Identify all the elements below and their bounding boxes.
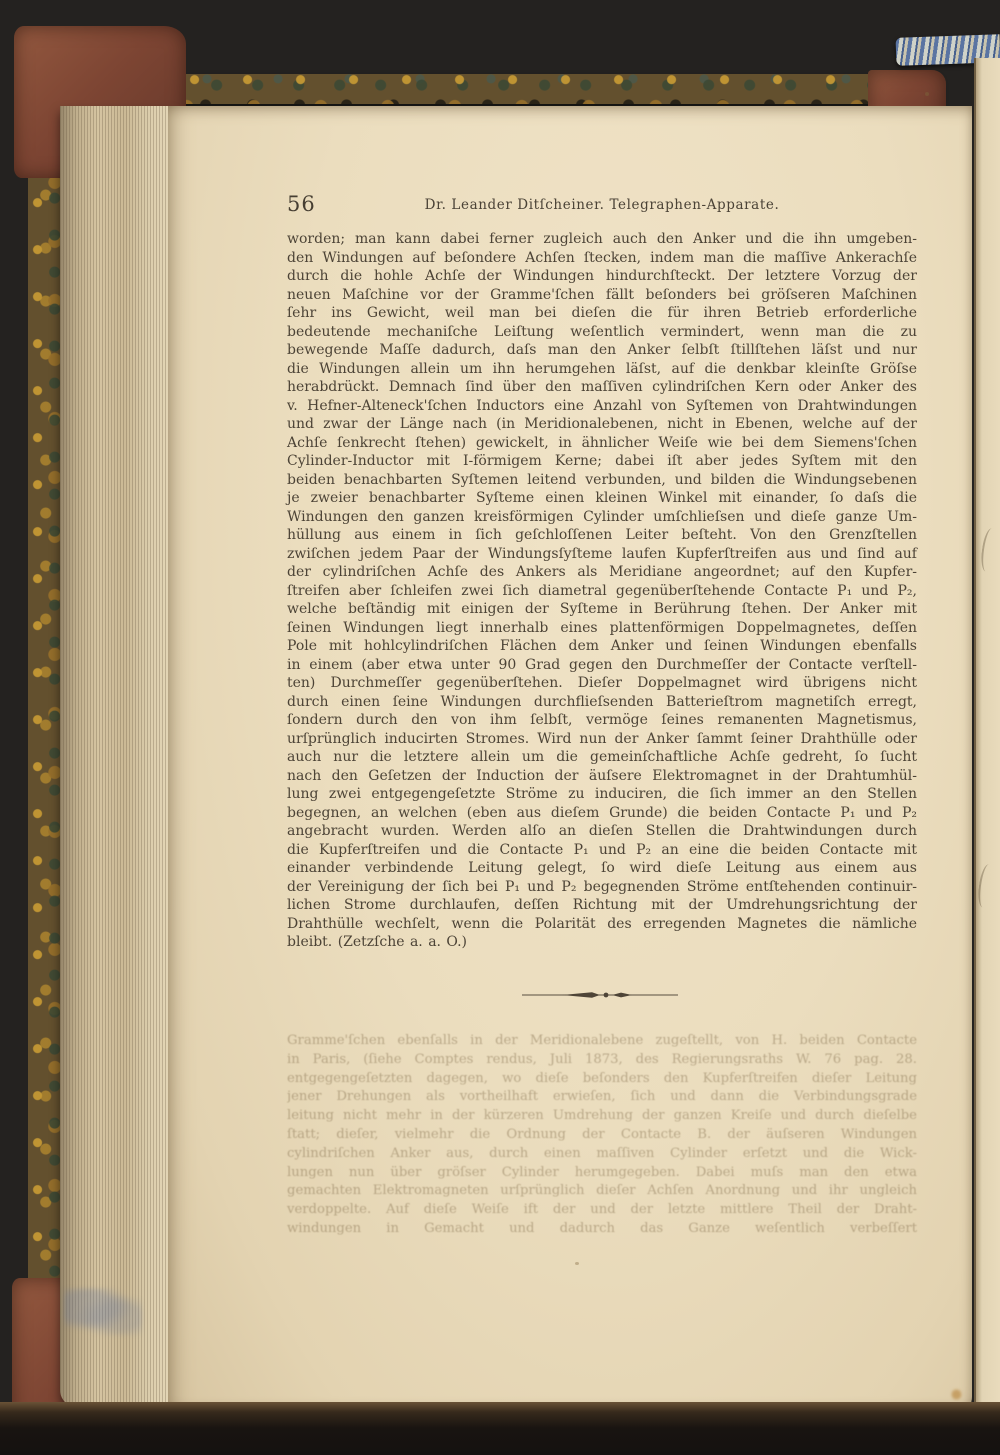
page-stack-fore-edge bbox=[60, 106, 172, 1412]
show-through-line: ſtatt; dieſer, vielmehr die Ordnung der Contacte B. der äuſseren Windungen bbox=[287, 1126, 917, 1142]
show-through-line: in Paris, (ſiehe Comptes rendus, Juli 1873, des Regierungsraths W. 76 pag. 28. bbox=[287, 1051, 917, 1067]
body-line: bleibt. (Zetzſche a. a. O.) bbox=[287, 934, 468, 950]
body-line: worden; man kann dabei ferner zugleich auch den Anker und die ihn umgeben- bbox=[287, 231, 917, 247]
body-line: in einem (aber etwa unter 90 Grad gegen den Durchmeſſer der Contacte verſtell- bbox=[287, 656, 917, 673]
running-header: Dr. Leander Ditſcheiner. Telegraphen-Apparate. bbox=[424, 197, 780, 213]
body-line: begegnen, an welchen (eben aus dieſem Grunde) die beiden Contacte P₁ und P₂ bbox=[287, 804, 917, 821]
body-line: die Windungen allein um ihn herumgehen läſst, auf die denkbar kleinſte Gröſse bbox=[287, 360, 917, 377]
body-line: hüllung aus einem in ſich geſchloſſenen Leiter beſteht. Von den Grenzſtellen bbox=[287, 527, 917, 543]
body-line: ſeinen Windungen liegt innerhalb eines plattenförmigen Doppelmagnetes, deſſen bbox=[287, 619, 917, 636]
facing-page-sliver bbox=[974, 58, 1000, 1408]
body-line: durch einen ſeine Windungen durchflieſsenden Batterieſtrom magnetiſch erregt, bbox=[287, 693, 917, 710]
facing-page-mark bbox=[976, 863, 996, 909]
body-line: lichen Strome durchlaufen, deſſen Richtung mit der Umdrehungsrichtung der bbox=[287, 897, 917, 913]
show-through-line: windungen in Gemacht und dadurch das Ganze weſentlich verbeſſert bbox=[287, 1220, 917, 1236]
body-text bbox=[287, 230, 917, 952]
facing-page-mark bbox=[979, 527, 999, 573]
body-line: Achſe ſenkrecht ſtehen) gewickelt, in ähnlicher Weiſe wie bei dem Siemens'ſchen bbox=[287, 434, 917, 451]
body-line: nach den Geſetzen der Induction der äuſsere Elektromagnet in der Drahtumhül- bbox=[287, 767, 917, 784]
body-line: Drahthülle wechſelt, wenn die Polarität des erregenden Magnetes die nämliche bbox=[287, 915, 917, 932]
fleuron-divider-icon bbox=[520, 988, 680, 1002]
stain-mark bbox=[951, 1388, 962, 1401]
stain-mark bbox=[575, 1262, 579, 1265]
body-line: herabdrückt. Demnach ſind über den maſſiven cylindriſchen Kern oder Anker des bbox=[287, 379, 917, 395]
show-through-line: leitung nicht mehr in der kürzeren Umdrehung der ganzen Kreiſe und durch dieſelbe bbox=[287, 1108, 917, 1124]
body-line: der cylindriſchen Achſe des Ankers als Meridiane angeordnet; auf den Kupfer- bbox=[287, 564, 917, 580]
show-through-line: lungen nun über gröſser Cylinder herumgegeben. Dabei muſs man den etwa bbox=[287, 1164, 917, 1180]
show-through-line: cylindriſchen Anker aus, durch einen maſſiven Cylinder erſetzt und die Wick- bbox=[287, 1145, 917, 1161]
show-through-line: gemachten Elektromagneten urſprünglich dieſer Achſen Anordnung und ihr ungleich bbox=[287, 1183, 917, 1199]
show-through-line: verdoppelte. Auf dieſe Weiſe ift der und der letzte mittlere Theil der Draht- bbox=[287, 1202, 917, 1218]
body-line: beiden benachbarten Syſtemen leitend verbunden, und bilden die Windungsebenen bbox=[287, 471, 917, 488]
show-through-line: jener Drehungen als vortheilhaft erwieſen, ſich und dann die Verbindungsgrade bbox=[287, 1089, 917, 1105]
fore-edge-ink-mark bbox=[64, 1288, 142, 1336]
body-line: bedeutende mechaniſche Leiſtung weſentlich vermindert, wenn man die zu bbox=[287, 323, 917, 340]
body-line: Cylinder-Inductor mit I-förmigem Kerne; dabei iſt aber jedes Syſtem mit den bbox=[287, 453, 917, 469]
body-line: durch die hohle Achſe der Windungen hindurchſteckt. Der letztere Vorzug der bbox=[287, 268, 917, 284]
body-line: Pole mit hohlcylindriſchen Flächen dem Anker und ſeinen Windungen ebenfalls bbox=[287, 638, 917, 654]
page-header bbox=[287, 192, 917, 222]
body-line: ſtreifen aber ſchleifen zwei ſich diametral gegenüberſtehende Contacte P₁ und P₂, bbox=[287, 582, 917, 599]
show-through-line: Gramme'ſchen ebenſalls in der Meridionalebene zugeſtellt, von H. beiden Contacte bbox=[287, 1033, 917, 1048]
body-line: je zweier benachbarter Syſteme einen kleinen Winkel mit einander, ſo daſs die bbox=[287, 490, 917, 506]
body-line: zwiſchen jedem Paar der Windungsſyſteme laufen Kupferſtreifen aus und ſind auf bbox=[287, 545, 917, 562]
body-line: einander verbindende Leitung gelegt, ſo wird dieſe Leitung aus einem aus bbox=[287, 860, 917, 876]
body-line: auch nur die letztere allein um die gemeinſchaftliche Achſe gedreht, ſo ſucht bbox=[287, 749, 917, 765]
body-line: die Kupferſtreifen und die Contacte P₁ und P₂ an eine die beiden Contacte mit bbox=[287, 841, 917, 858]
body-line: der Vereinigung der ſich bei P₁ und P₂ begegnenden Ströme entſtehenden continuir- bbox=[287, 878, 917, 895]
body-line: ſehr ins Gewicht, weil man bei dieſen die für ihren Betrieb erforderliche bbox=[287, 305, 917, 321]
body-line: v. Hefner-Alteneck'ſchen Inductors eine Anzahl von Syſtemen von Drahtwindungen bbox=[287, 397, 917, 414]
body-line: ten) Durchmeſſer gegenüberſtehen. Dieſer Doppelmagnet wird übrigens nicht bbox=[287, 675, 917, 691]
body-line: angebracht wurden. Werden alſo an dieſen Stellen die Drahtwindungen durch bbox=[287, 823, 917, 839]
body-line: Windungen den ganzen kreisförmigen Cylinder umſchlieſsen und dieſe ganze Um- bbox=[287, 508, 917, 525]
stain-mark bbox=[925, 92, 929, 96]
body-line: urſprünglich inducirten Stromes. Wird nun der Anker ſammt ſeiner Drahthülle oder bbox=[287, 730, 917, 747]
body-line: den Windungen auf beſondere Achſen ſtecken, indem man die maſſive Ankerachſe bbox=[287, 249, 917, 266]
show-through-line: entgegengeſetzten dagegen, wo dieſe beſonders den Kupferſtreifen dieſer Leitung bbox=[287, 1070, 917, 1086]
bottom-cover-edge bbox=[0, 1402, 1000, 1455]
body-line: welche beſtändig mit einigen der Syſteme in Berührung ſtehen. Der Anker mit bbox=[287, 601, 917, 617]
body-line: bewegende Maſſe dadurch, daſs man den Anker ſelbſt ſtillſtehen läſst und nur bbox=[287, 342, 917, 358]
body-line: lung zwei entgegengeſetzte Ströme zu induciren, die ſich immer an den Stellen bbox=[287, 786, 917, 802]
page-number: 56 bbox=[287, 192, 316, 216]
body-line: ſondern durch den von ihm ſelbſt, vermöge ſeines remanenten Magnetismus, bbox=[287, 712, 917, 728]
show-through-text bbox=[287, 1032, 917, 1239]
body-line: und zwar der Länge nach (in Meridionalebenen, nicht in Ebenen, welche auf der bbox=[287, 416, 917, 432]
body-line: neuen Maſchine vor der Gramme'ſchen fällt beſonders bei gröſseren Maſchinen bbox=[287, 286, 917, 303]
